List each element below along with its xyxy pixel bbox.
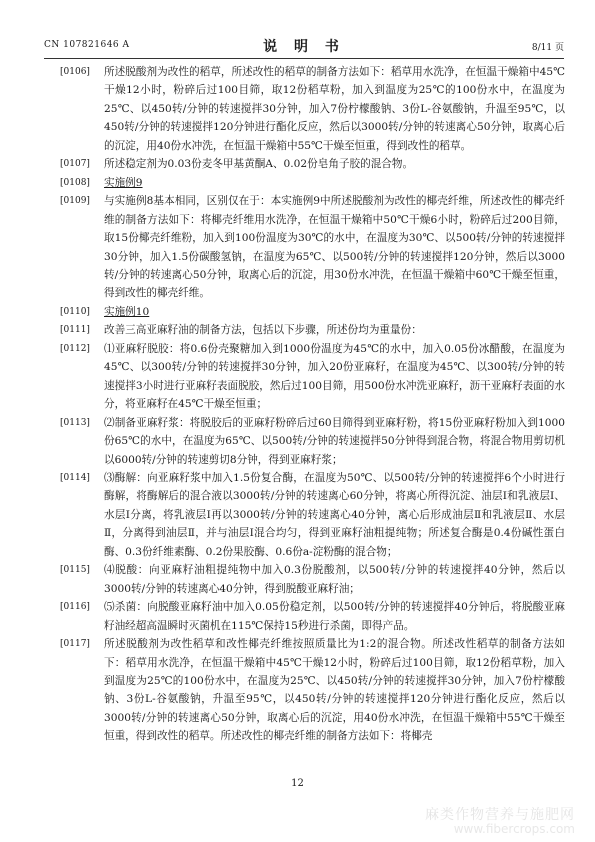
paragraph-number: [0112]	[60, 343, 90, 354]
paragraph	[60, 340, 565, 414]
watermark-url: www.fibercrops.com	[453, 822, 575, 836]
paragraph-number: [0109]	[60, 196, 90, 207]
paragraph-text: ⑸杀菌：向脱酸亚麻籽油中加入0.05份稳定剂，以500转/分钟的转速搅拌40分钟后，将脱酸亚麻籽油经超高温瞬时灭菌机在115℃保持15秒进行杀菌，即得产品。	[104, 601, 565, 632]
section-heading-paragraph	[60, 303, 565, 321]
paragraph-text: 所述脱酸剂为改性稻草和改性椰壳纤维按照质量比为1:2的混合物。所述改性稻草的制备方法如下：稻草用水洗净，在恒温干燥箱中45℃干燥12小时，粉碎后过100目筛，取12份稻草粉，加入到温度为25℃的100份水中，在温度为25℃、以450转/分钟的转速搅拌30分钟，加入7份柠檬酸钠、3份L-谷氨酸钠，升温至95℃，以450转/分钟的转速搅拌120分钟进行酯化反应，然后以3000转/分钟的转速离心50分钟，取离心后的沉淀，用40份水冲洗，在恒温干燥箱中55℃干燥至恒重，得到改性的稻草。所述改性的椰壳纤维的制备方法如下：将椰壳	[104, 638, 565, 743]
document-body	[60, 63, 565, 746]
paragraph-text: ⑶酶解：向亚麻籽浆中加入1.5份复合酶，在温度为50℃、以500转/分钟的转速搅拌6个小时进行酶解，将酶解后的混合液以3000转/分钟的转速离心60分钟，将离心所得沉淀、油层Ⅰ和乳液层Ⅰ、水层Ⅰ分离，将乳液层Ⅰ再以3000转/分钟的转速离心40分钟，离心后形成油层Ⅱ和乳液层Ⅱ、水层Ⅱ，分离得到油层Ⅱ，并与油层Ⅰ混合均匀，得到亚麻籽油粗提纯物；所述复合酶是0.4份碱性蛋白酶、0.3份纤维素酶、0.2份果胶酶、0.6份a-淀粉酶的混合物；	[104, 471, 565, 558]
section-heading: 实施例10	[104, 305, 150, 318]
paragraph-text: ⑷脱酸：向亚麻籽油粗提纯物中加入0.3份脱酸剂，以500转/分钟的转速搅拌40分钟，然后以3000转/分钟的转速离心40分钟，得到脱酸亚麻籽油；	[104, 564, 565, 595]
paragraph-number: [0116]	[60, 602, 90, 613]
paragraph-number: [0114]	[60, 472, 90, 483]
page-number: 12	[291, 778, 304, 789]
paragraph-text: 所述脱酸剂为改性的稻草，所述改性的稻草的制备方法如下：稻草用水洗净，在恒温干燥箱中45℃干燥12小时，粉碎后过100目筛，取12份稻草粉，加入到温度为25℃的100份水中，在温度为25℃、以450转/分钟的转速搅拌30分钟，加入7份柠檬酸钠、3份L-谷氨酸钠，升温至95℃，以450转/分钟的转速搅拌120分钟进行酯化反应，然后以3000转/分钟的转速离心50分钟，取离心后的沉淀，用40份水冲洗，在恒温干燥箱中55℃干燥至恒重，得到改性的稻草。	[104, 66, 565, 152]
paragraph-number: [0111]	[60, 325, 90, 336]
watermark	[425, 808, 575, 836]
paragraph-number: [0113]	[60, 417, 90, 428]
patent-number: CN 107821646 A	[44, 40, 130, 50]
paragraph	[60, 635, 565, 746]
watermark-site-name: 麻类作物营养与施肥网	[425, 807, 575, 823]
section-heading: 实施例9	[104, 176, 143, 189]
paragraph-text: 所述稳定剂为0.03份麦冬甲基黄酮A、0.02份皂角子胶的混合物。	[104, 158, 414, 171]
page-indicator: 8/11 页	[531, 43, 564, 53]
paragraph	[60, 63, 565, 155]
paragraph	[60, 414, 565, 469]
paragraph	[60, 561, 565, 598]
paragraph-number: [0108]	[60, 177, 90, 188]
header-rule	[44, 58, 564, 59]
paragraph-number: [0110]	[60, 306, 90, 317]
paragraph	[60, 598, 565, 635]
paragraph	[60, 192, 565, 303]
paragraph-number: [0107]	[60, 159, 90, 170]
paragraph-text: ⑵制备亚麻籽浆：将脱胶后的亚麻籽粉碎后过60目筛得到亚麻籽粉，将15份亚麻籽粉加入到1000份65℃的水中，在温度为65℃、以500转/分钟的转速搅拌50分钟得到混合物，将混合物用剪切机以6000转/分钟的转速剪切8分钟，得到亚麻籽浆；	[104, 416, 565, 466]
page-header	[44, 36, 564, 56]
paragraph	[60, 155, 565, 173]
document-title: 说 明 书	[263, 39, 345, 55]
paragraph-text: 与实施例8基本相同，区别仅在于：本实施例9中所述脱酸剂为改性的椰壳纤维，所述改性的椰壳纤维的制备方法如下：将椰壳纤维用水洗净，在恒温干燥箱中50℃干燥6小时，粉碎后过200目筛，取15份椰壳纤维粉，加入到100份温度为30℃的水中，在温度为30℃、以500转/分钟的转速搅拌30分钟，加入1.5份碳酸氢钠，在温度为65℃、以500转/分钟的转速搅拌120分钟，然后以3000转/分钟的转速离心50分钟，取离心后的沉淀，用30份水冲洗，在恒温干燥箱中60℃干燥至恒重，得到改性的椰壳纤维。	[104, 195, 565, 300]
paragraph-number: [0106]	[60, 67, 90, 77]
section-heading-paragraph	[60, 174, 565, 192]
paragraph-text: 改善三高亚麻籽油的制备方法，包括以下步骤，所述份均为重量份：	[104, 324, 422, 337]
paragraph-number: [0115]	[60, 565, 90, 576]
paragraph-text: ⑴亚麻籽脱胶：将0.6份壳聚糖加入到1000份温度为45℃的水中，加入0.05份冰醋酸，在温度为45℃、以300转/分钟的转速搅拌30分钟，加入20份亚麻籽，在温度为45℃、以300转/分钟的转速搅拌3小时进行亚麻籽表面脱胶，然后过100目筛，用500份水冲洗亚麻籽，沥干亚麻籽表面的水分，将亚麻籽在45℃干燥至恒重；	[104, 342, 565, 411]
paragraph-number: [0117]	[60, 639, 90, 650]
paragraph	[60, 321, 565, 339]
paragraph	[60, 469, 565, 561]
